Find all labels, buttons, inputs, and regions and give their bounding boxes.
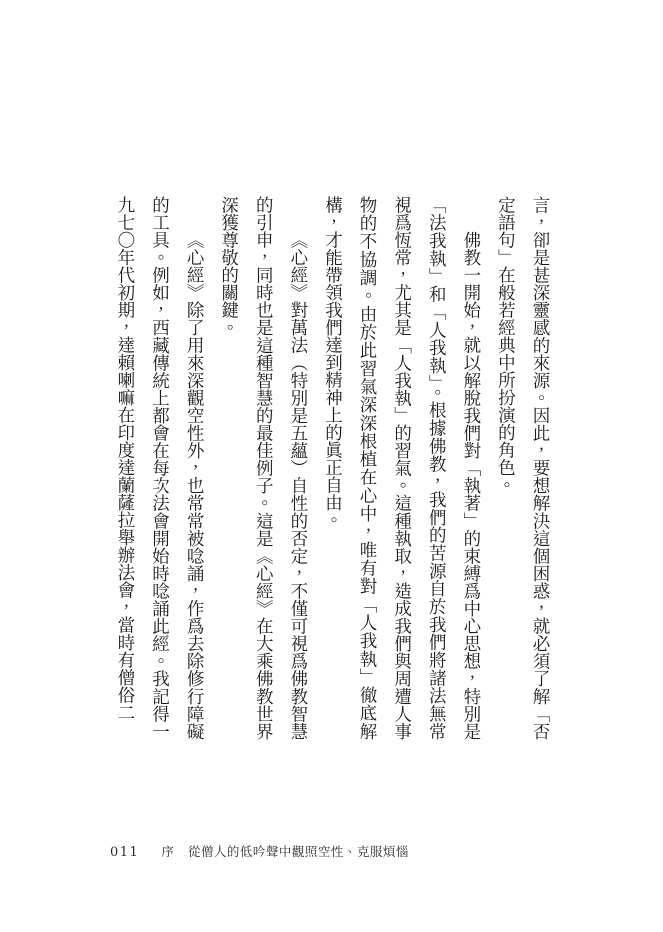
- body-text: [105, 196, 557, 740]
- section-label: 序: [161, 844, 174, 859]
- body-paragraph: 佛教一開始，就以解脫我們對「執著」的束縛爲中心思想，特別是「法我執」和「人我執」。根據佛教，我們的苦源自於我們將諸法無常視爲恆常，尤其是「人我執」的習氣。這種執取，造成我們與周遭人事物的不協調。由於此習氣深深根植在心中，唯有對「人我執」徹底解構，才能帶領我們達到精神上的眞正自由。: [322, 196, 481, 740]
- body-paragraph: 《心經》除了用來深觀空性外，也常常被唸誦，作爲去除修行障礙的工具。例如，西藏傳統上都會在每次法會開始時唸誦此經。我記得一九七〇年代初期，達賴喇嘛在印度達蘭薩拉舉辦法會，當時有僧俗二: [114, 196, 205, 740]
- page-number: 011: [110, 845, 140, 860]
- page-footer: [110, 842, 409, 860]
- body-paragraph: 言，卻是甚深靈感的來源。因此，要想解決這個困惑，就必須了解「否定語句」在般若經典中所扮演的角色。: [495, 196, 550, 740]
- chapter-title: 從僧人的低吟聲中觀照空性、克服煩惱: [187, 844, 409, 859]
- body-paragraph: 《心經》對萬法（特別是五蘊）自性的否定，不僅可視爲佛教智慧的引申，同時也是這種智慧的最佳例子。這是《心經》在大乘佛教世界深獲尊敬的關鍵。: [218, 196, 308, 740]
